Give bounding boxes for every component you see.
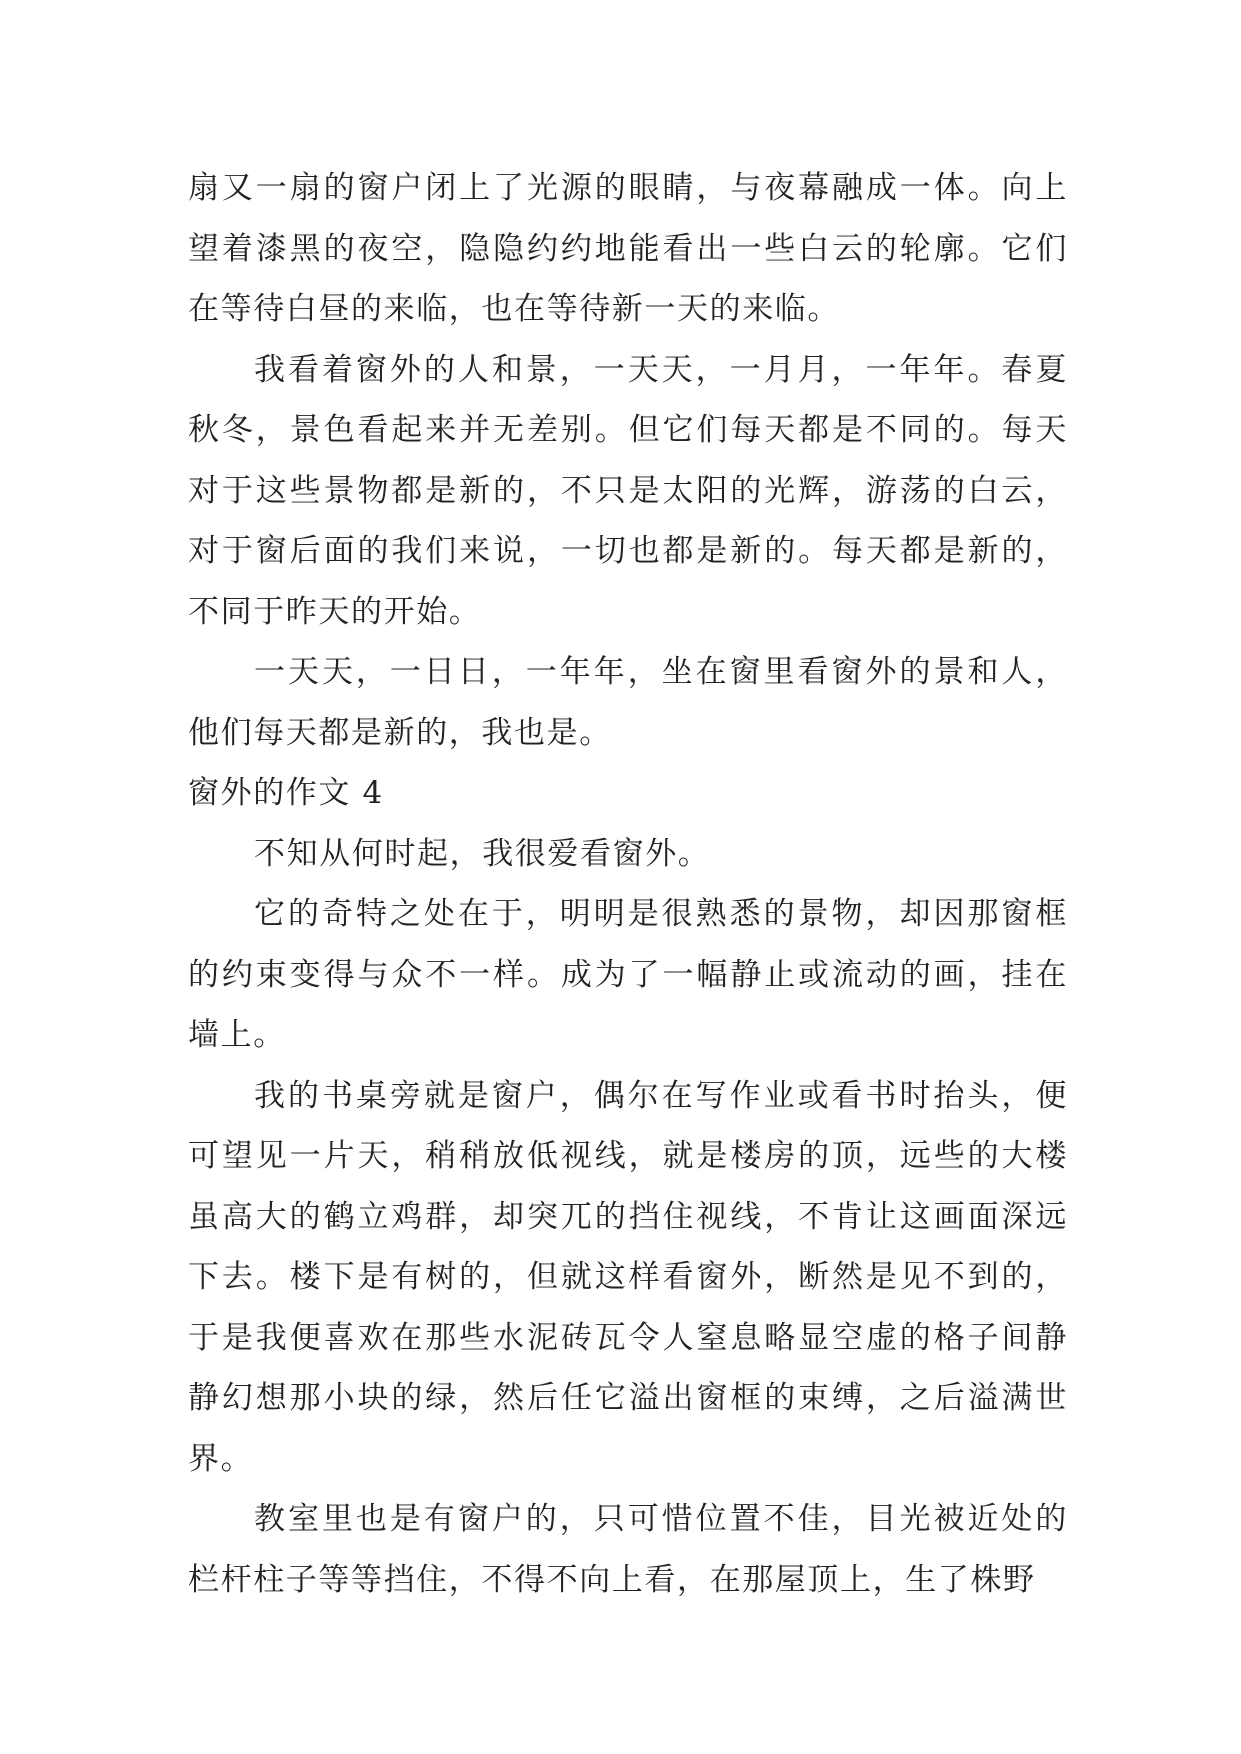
section-title: 窗外的作文 4 <box>188 775 384 811</box>
paragraph-7: 教室里也是有窗户的，只可惜位置不佳，目光被近处的栏杆柱子等等挡住，不得不向上看，在那屋顶上，生了株野 <box>188 1501 1068 1598</box>
paragraph-1: 扇又一扇的窗户闭上了光源的眼睛，与夜幕融成一体。向上望着漆黑的夜空，隐隐约约地能看出一些白云的轮廓。它们在等待白昼的来临，也在等待新一天的来临。 <box>188 170 1068 327</box>
paragraph-6: 我的书桌旁就是窗户，偶尔在写作业或看书时抬头，便可望见一片天，稍稍放低视线，就是楼房的顶，远些的大楼虽高大的鹤立鸡群，却突兀的挡住视线，不肯让这画面深远下去。楼下是有树的，但就这样看窗外，断然是见不到的，于是我便喜欢在那些水泥砖瓦令人窒息略显空虚的格子间静静幻想那小块的绿，然后任它溢出窗框的束缚，之后溢满世界。 <box>188 1077 1068 1477</box>
paragraph-5: 它的奇特之处在于，明明是很熟悉的景物，却因那窗框的约束变得与众不一样。成为了一幅静止或流动的画，挂在墙上。 <box>188 896 1068 1053</box>
document-body <box>188 158 1068 1610</box>
paragraph-3: 一天天，一日日，一年年，坐在窗里看窗外的景和人，他们每天都是新的，我也是。 <box>188 654 1068 751</box>
paragraph-2: 我看着窗外的人和景，一天天，一月月，一年年。春夏秋冬，景色看起来并无差别。但它们每天都是不同的。每天对于这些景物都是新的，不只是太阳的光辉，游荡的白云，对于窗后面的我们来说，一切也都是新的。每天都是新的，不同于昨天的开始。 <box>188 351 1068 630</box>
paragraph-4: 不知从何时起，我很爱看窗外。 <box>254 835 711 872</box>
